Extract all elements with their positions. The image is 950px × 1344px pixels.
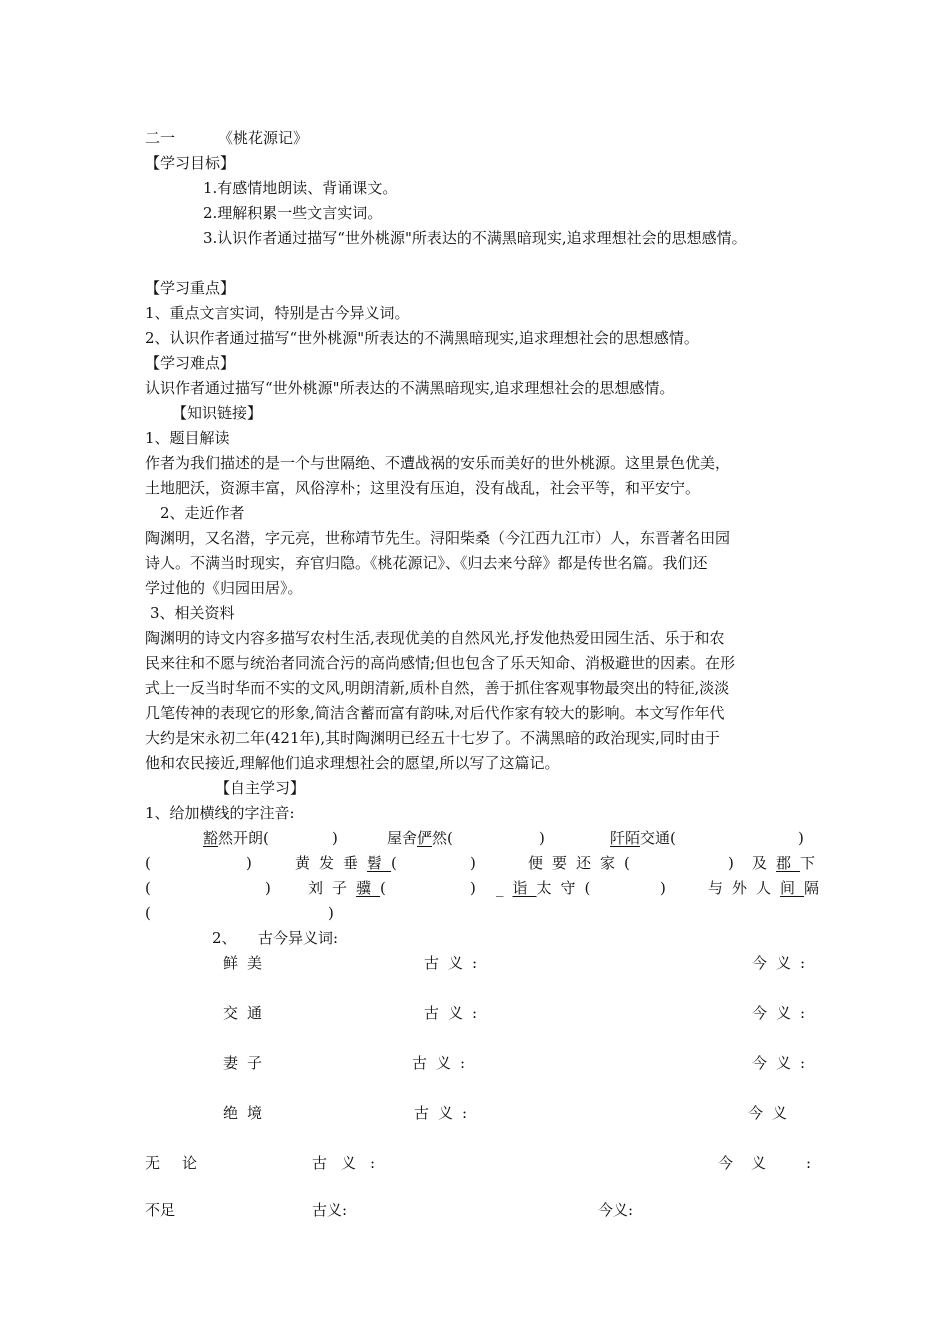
modern-meaning-label: 今义 bbox=[718, 1154, 785, 1172]
target-char: 豁 bbox=[203, 829, 219, 847]
answer-blank-close: ) bbox=[660, 879, 666, 897]
difficulties-heading: 【学习难点】 bbox=[145, 354, 236, 372]
objectives-heading: 【学习目标】 bbox=[145, 154, 236, 172]
word-term: 绝境 bbox=[223, 1104, 272, 1122]
lesson-title: 《桃花源记》 bbox=[218, 129, 309, 147]
answer-blank-open: ( bbox=[145, 879, 151, 897]
ancient-meaning-label: 古义: bbox=[424, 1004, 487, 1022]
ancient-meaning-label: 古义: bbox=[412, 1054, 475, 1072]
paragraph-line: 作者为我们描述的是一个与世隔绝、不遭战祸的安乐而美好的世外桃源。这里景色优美， bbox=[145, 454, 731, 472]
pinyin-item: 便要还家( bbox=[528, 854, 639, 872]
objective-item: 2.理解积累一些文言实词。 bbox=[203, 204, 383, 222]
paragraph-line: 陶渊明，又名潜，字元亮，世称靖节先生。浔阳柴桑（今江西九江市）人，东晋著名田园 bbox=[145, 529, 731, 547]
paragraph-line: 诗人。不满当时现实，弃官归隐。《桃花源记》、《归去来兮辞》都是传世名篇。我们还 bbox=[145, 554, 708, 572]
paragraph-line: 式上一反当时华而不实的文风,明朗清新,质朴自然，善于抓住客观事物最突出的特征,淡淡 bbox=[145, 679, 730, 697]
difficulties-text: 认识作者通过描写“世外桃源"所表达的不满黑暗现实,追求理想社会的思想感情。 bbox=[145, 379, 675, 397]
target-char: 郡 bbox=[776, 854, 801, 872]
question-2-title: 古今异义词: bbox=[258, 929, 339, 947]
answer-blank-close: ) bbox=[728, 854, 734, 872]
lesson-number: 二一 bbox=[145, 129, 176, 147]
paragraph-line: 土地肥沃，资源丰富，风俗淳朴；这里没有压迫，没有战乱，社会平等，和平安宁。 bbox=[145, 479, 701, 497]
section-title: 1、题目解读 bbox=[145, 429, 230, 447]
modern-meaning-label: 今义: bbox=[752, 1004, 815, 1022]
answer-blank-close: ) bbox=[798, 829, 804, 847]
pinyin-item: 黄发垂髫( bbox=[295, 854, 406, 872]
key-points-heading: 【学习重点】 bbox=[145, 279, 236, 297]
modern-meaning-label: 今义 bbox=[748, 1104, 797, 1122]
modern-meaning-label: 今义: bbox=[598, 1201, 634, 1219]
knowledge-heading: 【知识链接】 bbox=[172, 404, 263, 422]
pinyin-item: 及郡下 bbox=[752, 854, 825, 872]
objective-item: 3.认识作者通过描写“世外桃源"所表达的不满黑暗现实,追求理想社会的思想感情。 bbox=[203, 229, 747, 247]
target-char: 骥 bbox=[356, 879, 381, 897]
answer-blank-close: ) bbox=[470, 879, 476, 897]
pinyin-item: 与外人间隔 bbox=[708, 879, 829, 897]
answer-blank-close: ) bbox=[539, 829, 545, 847]
pinyin-item: 阡陌交通( bbox=[610, 829, 676, 847]
modern-meaning-colon: : bbox=[806, 1154, 812, 1172]
target-char: 间 bbox=[780, 879, 805, 897]
pinyin-item: 屋舍俨然( bbox=[387, 829, 453, 847]
paragraph-line: 学过他的《归园田居》。 bbox=[145, 579, 303, 597]
paragraph-line: 大约是宋永初二年(421年),其时陶渊明已经五十七岁了。不满黑暗的政治现实,同时由于 bbox=[145, 729, 720, 747]
section-title: 2、走近作者 bbox=[160, 504, 245, 522]
target-char: 髫 bbox=[367, 854, 392, 872]
ancient-meaning-label: 古义: bbox=[424, 954, 487, 972]
section-title: 3、相关资料 bbox=[150, 604, 235, 622]
word-term: 不足 bbox=[145, 1201, 176, 1219]
target-char: 阡陌 bbox=[610, 829, 641, 847]
ancient-meaning-label: 古义: bbox=[414, 1104, 477, 1122]
target-char: 诣 bbox=[512, 879, 537, 897]
paragraph-line: 陶渊明的诗文内容多描写农村生活,表现优美的自然风光,抒发他热爱田园生活、乐于和农 bbox=[145, 629, 725, 647]
word-term: 无论 bbox=[145, 1154, 220, 1172]
question-2-number: 2、 bbox=[212, 929, 237, 947]
paragraph-line: 他和农民接近,理解他们追求理想社会的愿望,所以写了这篇记。 bbox=[145, 754, 560, 772]
pinyin-item: _诣太守( bbox=[496, 879, 600, 897]
paragraph-line: 几笔传神的表现它的形象,简洁含蓄而富有韵味,对后代作家有较大的影响。本文写作年代 bbox=[145, 704, 725, 722]
modern-meaning-label: 今义: bbox=[752, 954, 815, 972]
pinyin-item: 豁然开朗( bbox=[203, 829, 269, 847]
question-1: 1、给加横线的字注音: bbox=[145, 804, 295, 822]
answer-blank-close: ) bbox=[332, 829, 338, 847]
objective-item: 1.有感情地朗读、背诵课文。 bbox=[203, 179, 398, 197]
answer-blank-open: ( bbox=[145, 854, 151, 872]
pinyin-item: 刘子骥( bbox=[308, 879, 395, 897]
target-char: 俨 bbox=[417, 829, 433, 847]
self-study-heading: 【自主学习】 bbox=[215, 779, 306, 797]
answer-blank-close: ) bbox=[265, 879, 271, 897]
word-term: 交通 bbox=[223, 1004, 272, 1022]
answer-blank-open: ( bbox=[145, 904, 151, 922]
key-point-item: 2、认识作者通过描写“世外桃源"所表达的不满黑暗现实,追求理想社会的思想感情。 bbox=[145, 329, 699, 347]
word-term: 妻子 bbox=[223, 1054, 272, 1072]
ancient-meaning-label: 古义: bbox=[312, 1154, 390, 1172]
answer-blank-close: ) bbox=[246, 854, 252, 872]
paragraph-line: 民来往和不愿与统治者同流合污的高尚感情;但也包含了乐天知命、消极避世的因素。在形 bbox=[145, 654, 736, 672]
answer-blank-close: ) bbox=[328, 904, 334, 922]
ancient-meaning-label: 古义: bbox=[312, 1201, 348, 1219]
answer-blank-close: ) bbox=[470, 854, 476, 872]
word-term: 鲜美 bbox=[223, 954, 272, 972]
modern-meaning-label: 今义: bbox=[752, 1054, 815, 1072]
key-point-item: 1、重点文言实词，特别是古今异义词。 bbox=[145, 304, 410, 322]
